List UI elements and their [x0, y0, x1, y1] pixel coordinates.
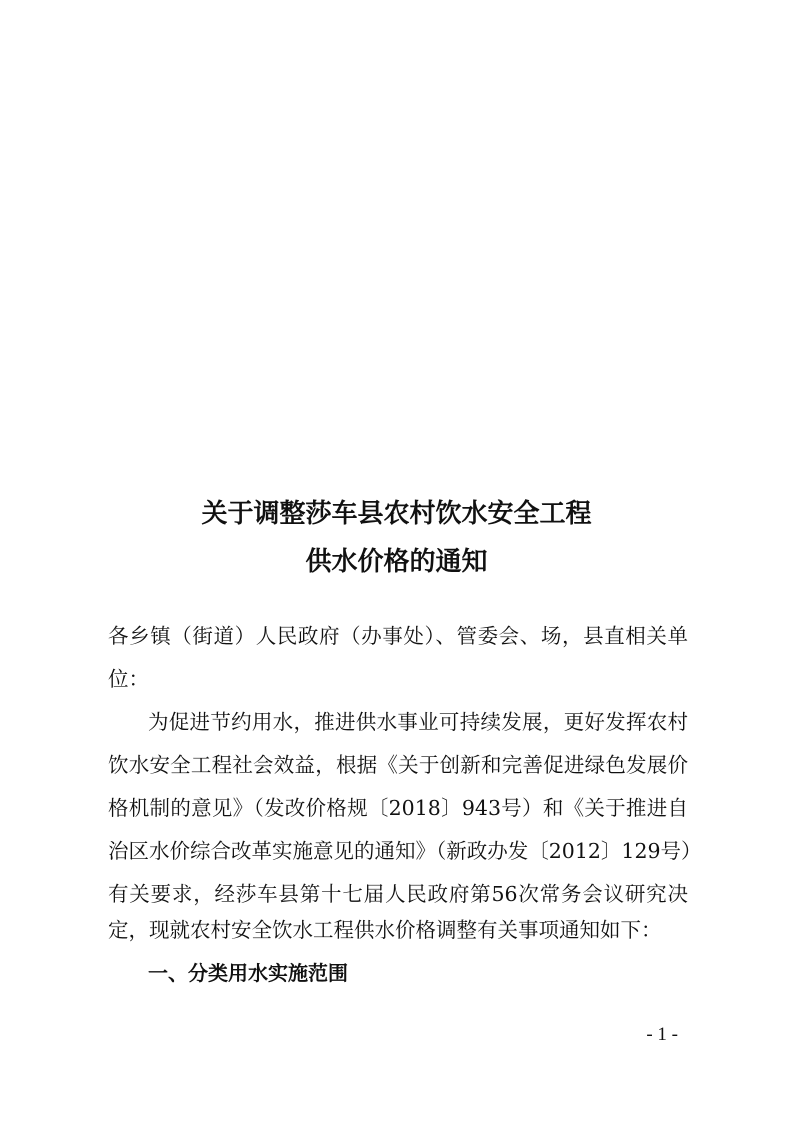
body-line-5: 有关要求，经莎车县第十七届人民政府第56次常务会议研究决 — [108, 882, 688, 906]
document-title-line-2: 供水价格的通知 — [305, 547, 488, 577]
body-line-4: 治区水价综合改革实施意见的通知》（新政办发〔2012〕129号） — [108, 839, 702, 863]
body-line-3: 格机制的意见》（发改价格规〔2018〕943号）和《关于推进自 — [108, 796, 688, 820]
document-title-line-1: 关于调整莎车县农村饮水安全工程 — [201, 499, 592, 529]
section-heading: 一、分类用水实施范围 — [148, 961, 348, 985]
body-line-2: 饮水安全工程社会效益，根据《关于创新和完善促进绿色发展价 — [108, 753, 688, 777]
page-number: - 1 - — [646, 1024, 678, 1045]
body-line-6: 定，现就农村安全饮水工程供水价格调整有关事项通知如下： — [108, 918, 662, 942]
body-line-1: 为促进节约用水，推进供水事业可持续发展，更好发挥农村 — [148, 710, 688, 734]
salutation-line-2: 位： — [108, 667, 149, 691]
salutation-line-1: 各乡镇（街道）人民政府（办事处）、管委会、场，县直相关单 — [108, 624, 688, 648]
